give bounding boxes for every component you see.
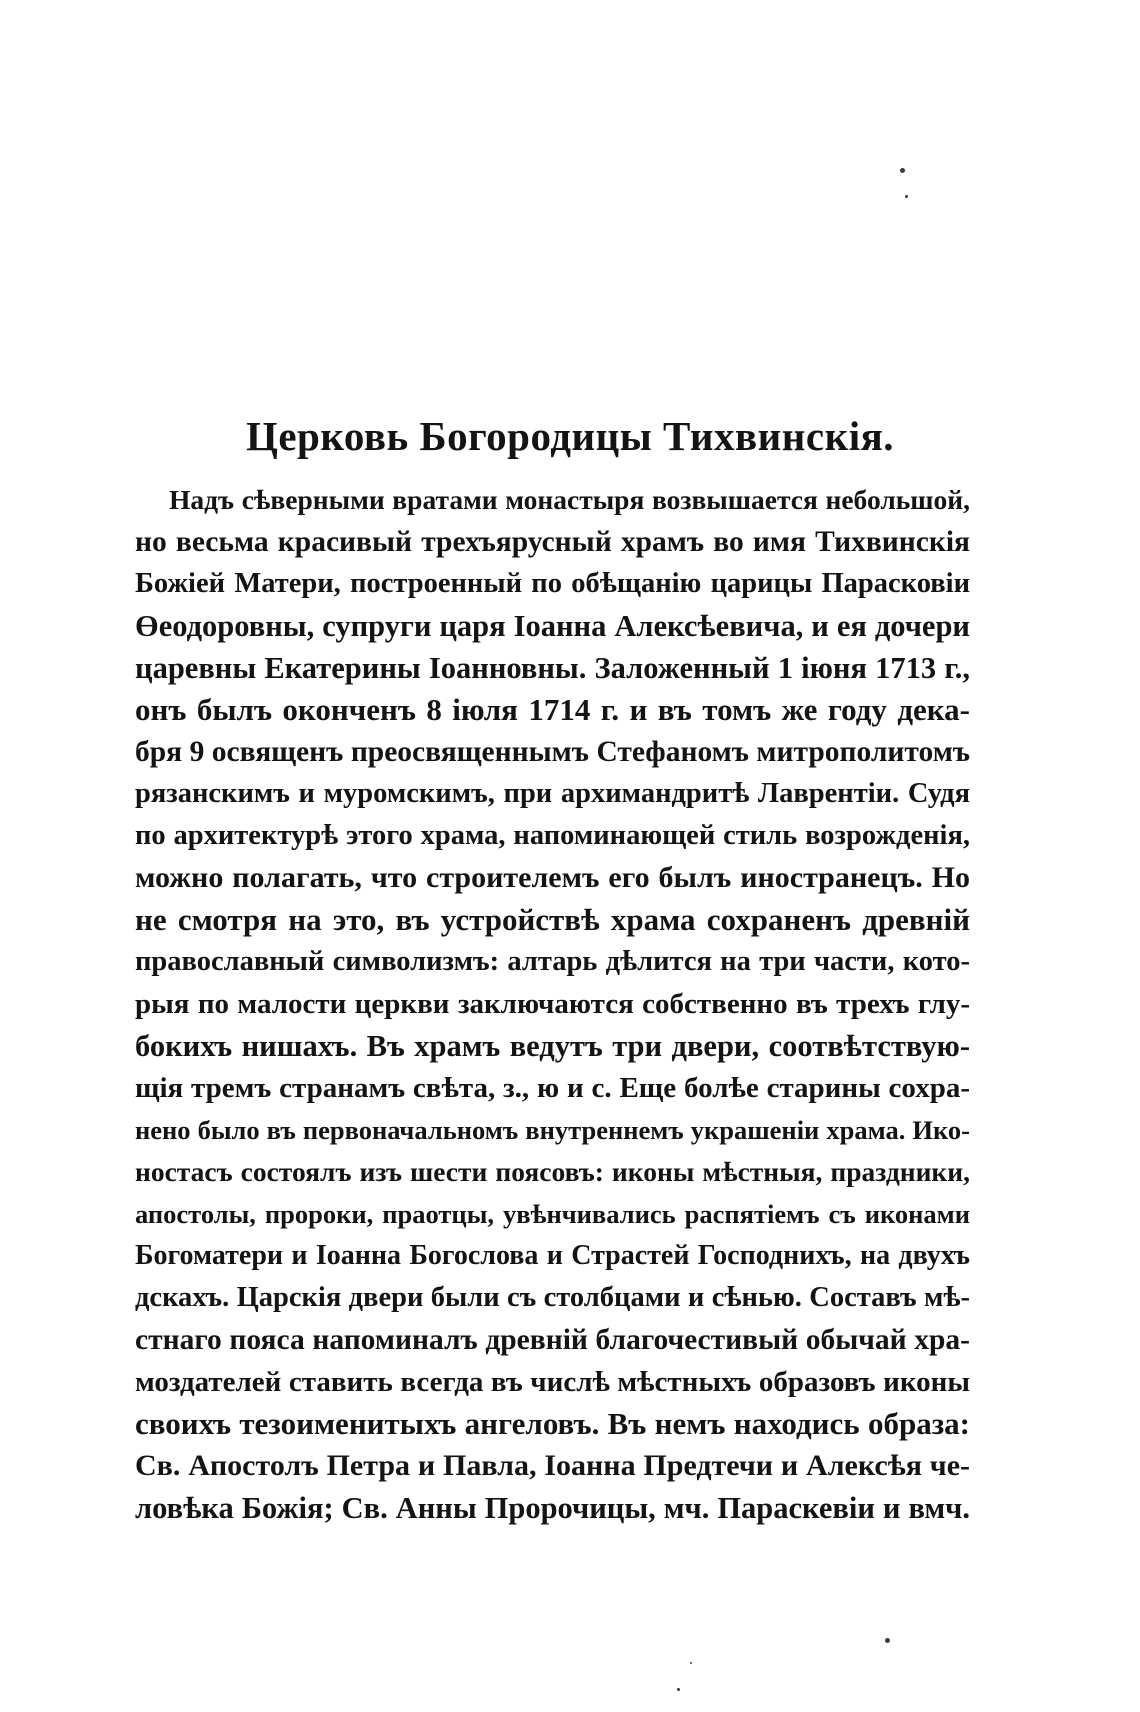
text-line: по архитектурѣ этого храма, напоминающей стиль возрожденія, bbox=[135, 820, 970, 851]
scan-speck bbox=[905, 195, 908, 198]
text-line: царевны Екатерины Іоанновны. Заложенный 1 іюня 1713 г., bbox=[135, 651, 970, 685]
text-line: бокихъ нишахъ. Въ храмъ ведутъ три двери, соотвѣтствую- bbox=[135, 1029, 970, 1063]
scan-speck bbox=[690, 1662, 692, 1664]
text-line: онъ былъ оконченъ 8 іюля 1714 г. и въ томъ же году дека- bbox=[135, 692, 970, 727]
scan-speck bbox=[885, 1638, 890, 1643]
text-line: ностасъ состоялъ изъ шести поясовъ: иконы мѣстныя, праздники, bbox=[135, 1156, 970, 1187]
text-line: апостолы, пророки, праотцы, увѣнчивались распятіемъ съ иконами bbox=[135, 1199, 970, 1229]
text-line: Божіей Матери, построенный по обѣщанію царицы Парасковіи bbox=[135, 568, 970, 599]
text-line: нено было въ первоначальномъ внутреннемъ украшеніи храма. Ико- bbox=[135, 1115, 970, 1145]
scan-speck bbox=[677, 1688, 680, 1691]
text-line: Богоматери и Іоанна Богослова и Страстей Господнихъ, на двухъ bbox=[135, 1240, 970, 1271]
text-line: рыя по малости церкви заключаются собственно въ трехъ глу- bbox=[135, 988, 970, 1020]
text-line: Св. Апостолъ Петра и Павла, Іоанна Предтечи и Алексѣя че- bbox=[135, 1449, 970, 1482]
text-line: Өеодоровны, супруги царя Іоанна Алексѣевича, и ея дочери bbox=[135, 609, 970, 643]
text-line: своихъ тезоименитыхъ ангеловъ. Въ немъ находись образа: bbox=[135, 1406, 970, 1441]
text-line: стнаго пояса напоминалъ древній благочестивый обычай хра- bbox=[135, 1324, 970, 1356]
text-line: бря 9 освященъ преосвященнымъ Стефаномъ митрополитомъ bbox=[135, 736, 970, 768]
text-line: дскахъ. Царскія двери были съ столбцами и сѣнью. Составъ мѣ- bbox=[135, 1282, 970, 1313]
text-line: рязанскимъ и муромскимъ, при архимандритѣ Лаврентіи. Судя bbox=[135, 778, 970, 809]
body-paragraph bbox=[135, 479, 970, 1529]
text-line: щія тремъ странамъ свѣта, з., ю и с. Еще болѣе старины сохра- bbox=[135, 1072, 970, 1104]
text-line: но весьма красивый трехъярусный храмъ во имя Тихвинскія bbox=[135, 526, 970, 558]
text-line: ловѣка Божія; Св. Анны Пророчицы, мч. Параскевіи и вмч. bbox=[135, 1491, 970, 1525]
text-line: моздателей ставить всегда въ числѣ мѣстныхъ образовъ иконы bbox=[135, 1366, 970, 1398]
text-line: Надъ сѣверными вратами монастыря возвышается небольшой, bbox=[169, 484, 970, 515]
scan-speck bbox=[900, 168, 905, 173]
text-line: православный символизмъ: алтарь дѣлится на три части, кото- bbox=[135, 946, 970, 977]
text-line: можно полагать, что строителемъ его былъ иностранецъ. Но bbox=[135, 861, 970, 894]
chapter-title: Церковь Богородицы Тихвинскія. bbox=[245, 413, 895, 460]
text-line: не смотря на это, въ устройствѣ храма сохраненъ древній bbox=[135, 902, 970, 937]
